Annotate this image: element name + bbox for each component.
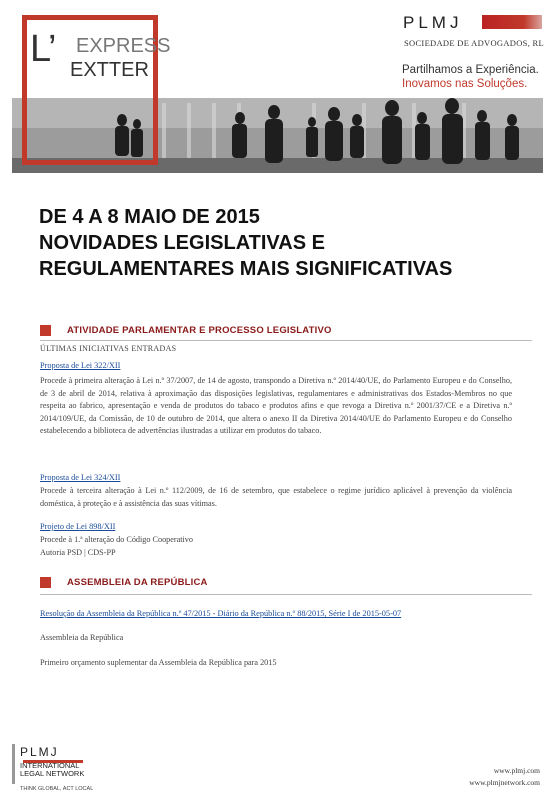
resolucao-entity: Assembleia da República	[40, 633, 124, 642]
footer-rule	[12, 744, 15, 784]
brand-frame-overlay	[22, 98, 158, 165]
plmj-logo-bar	[482, 15, 542, 29]
link-resolucao-47-2015[interactable]: Resolução da Assembleia da República n.º 47/2015 - Diário da República n.º 88/2015, Série I de 2015-05-07	[40, 609, 402, 618]
footer-slogan: THINK GLOBAL, ACT LOCAL	[20, 786, 94, 792]
footer-international: INTERNATIONAL	[20, 761, 80, 770]
section-parliament-heading	[40, 325, 332, 336]
paragraph-proposta-lei-324: Procede à terceira alteração à Lei n.º 112/2009, de 16 de setembro, que estabelece o regime jurídico aplicável à prevenção da violência doméstica, à proteção e à assistência das suas vítimas.	[40, 486, 512, 508]
section-subheading: ÚLTIMAS INICIATIVAS ENTRADAS	[40, 344, 177, 353]
plmj-logo: PLMJ	[403, 13, 463, 32]
section-divider	[40, 340, 532, 341]
projeto-lei-898-authors: Autoria PSD | CDS-PP	[40, 548, 116, 557]
plmj-subtitle: SOCIEDADE DE ADVOGADOS, RL	[404, 38, 545, 48]
brand-extter: EXTTER	[70, 59, 149, 81]
section-divider	[40, 594, 532, 595]
link-projeto-lei-898[interactable]: Projeto de Lei 898/XII	[40, 522, 116, 531]
link-proposta-lei-322[interactable]: Proposta de Lei 322/XII	[40, 361, 121, 370]
title-line-3: REGULAMENTARES MAIS SIGNIFICATIVAS	[39, 258, 453, 280]
brand-l-mark: L’	[30, 28, 56, 70]
paragraph-proposta-lei-322: Procede à primeira alteração à Lei n.º 37/2007, de 14 de agosto, transpondo a Diretiva n.º 2014/40/UE, do Parlamento Europeu e do Conselho, de 3 de abril de 2014, relativa à aproximação das disposições legislativas, regulamentares e administrativas dos Estados-Membros no que respeita ao fabrico, apresentação e venda de produtos do tabaco e produtos afins e que revoga a Diretiva n.º 2001/37/CE e a Diretiva n.º 2014/109/UE, da Comissão, de 10 de outubro de 2014, que altera o anexo II da Diretiva 2014/40/UE do Parlamento Europeu e do Conselho estabelecendo a biblioteca de advertências ilustradas a utilizar em produtos do tabaco.	[40, 376, 512, 436]
projeto-lei-898-description: Procede à 1.ª alteração do Código Cooperativo	[40, 535, 193, 544]
section-assembly-heading	[40, 577, 208, 588]
title-line-2: NOVIDADES LEGISLATIVAS E	[39, 232, 325, 254]
page-title	[39, 204, 452, 282]
resolucao-summary: Primeiro orçamento suplementar da Assembleia da República para 2015	[40, 658, 277, 667]
brand-express: EXPRESS	[76, 35, 171, 57]
footer-link-plmjnetwork[interactable]: www.plmjnetwork.com	[469, 778, 540, 787]
tagline-1: Partilhamos a Experiência.	[402, 64, 539, 76]
tagline-2: Inovamos nas Soluções.	[402, 78, 528, 90]
title-line-1: DE 4 A 8 MAIO DE 2015	[39, 206, 260, 228]
section-title: ATIVIDADE PARLAMENTAR E PROCESSO LEGISLATIVO	[67, 325, 332, 336]
link-proposta-lei-324[interactable]: Proposta de Lei 324/XII	[40, 473, 121, 482]
footer-link-plmj[interactable]: www.plmj.com	[493, 766, 540, 775]
section-marker	[40, 325, 51, 336]
section-title: ASSEMBLEIA DA REPÚBLICA	[67, 577, 208, 588]
section-marker	[40, 577, 51, 588]
footer-legal-network: LEGAL NETWORK	[20, 769, 85, 778]
footer-logo: PLMJ	[20, 745, 59, 759]
